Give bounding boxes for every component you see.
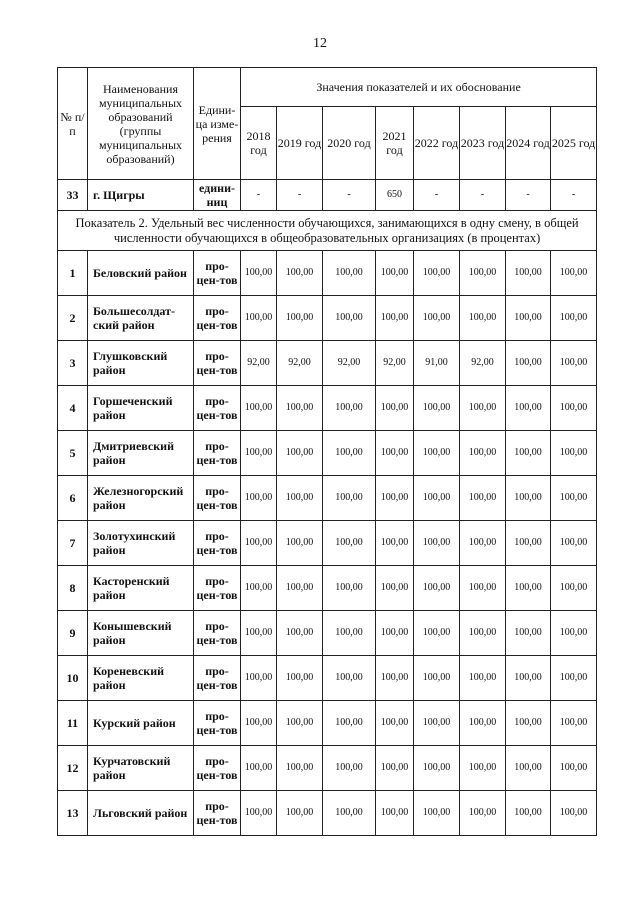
value-cell: 100,00 xyxy=(460,521,506,566)
value-cell: 100,00 xyxy=(277,476,323,521)
value-cell: - xyxy=(460,180,506,211)
value-cell: 100,00 xyxy=(277,251,323,296)
value-cell: 100,00 xyxy=(506,251,551,296)
value-cell: 100,00 xyxy=(506,341,551,386)
value-cell: 100,00 xyxy=(277,386,323,431)
value-cell: 100,00 xyxy=(414,791,460,836)
value-cell: 100,00 xyxy=(414,251,460,296)
row-name: Золотухинский район xyxy=(88,521,194,566)
value-cell: 100,00 xyxy=(460,251,506,296)
value-cell: 100,00 xyxy=(277,701,323,746)
value-cell: 92,00 xyxy=(460,341,506,386)
value-cell: 100,00 xyxy=(414,521,460,566)
value-cell: 100,00 xyxy=(323,656,376,701)
value-cell: 100,00 xyxy=(323,746,376,791)
value-cell: 100,00 xyxy=(551,746,597,791)
value-cell: 100,00 xyxy=(506,791,551,836)
value-cell: 100,00 xyxy=(323,611,376,656)
table-row xyxy=(58,251,597,296)
value-cell: 100,00 xyxy=(460,701,506,746)
row-num: 12 xyxy=(58,746,88,791)
value-cell: - xyxy=(506,180,551,211)
row-unit: про-цен-тов xyxy=(194,521,241,566)
indicators-table xyxy=(57,67,597,836)
value-cell: 100,00 xyxy=(376,611,414,656)
table-row xyxy=(58,656,597,701)
value-cell: 100,00 xyxy=(241,566,277,611)
value-cell: 100,00 xyxy=(323,296,376,341)
row-name: Кореневский район xyxy=(88,656,194,701)
value-cell: 100,00 xyxy=(414,701,460,746)
value-cell: 100,00 xyxy=(414,611,460,656)
row-name: Горшеченский район xyxy=(88,386,194,431)
value-cell: 100,00 xyxy=(414,746,460,791)
row-num: 4 xyxy=(58,386,88,431)
value-cell: 100,00 xyxy=(506,431,551,476)
value-cell: 100,00 xyxy=(506,476,551,521)
value-cell: 100,00 xyxy=(506,746,551,791)
value-cell: 92,00 xyxy=(277,341,323,386)
page-number: 12 xyxy=(313,36,327,51)
table-row xyxy=(58,746,597,791)
row-name: Беловский район xyxy=(88,251,194,296)
value-cell: 100,00 xyxy=(323,521,376,566)
value-cell: 100,00 xyxy=(460,611,506,656)
value-cell: 100,00 xyxy=(460,296,506,341)
row-num: 33 xyxy=(58,180,88,211)
row-unit: про-цен-тов xyxy=(194,476,241,521)
table-row xyxy=(58,476,597,521)
row-name: Дмитриевский район xyxy=(88,431,194,476)
row-name: Конышевский район xyxy=(88,611,194,656)
value-cell: 100,00 xyxy=(323,791,376,836)
value-cell: 100,00 xyxy=(414,476,460,521)
value-cell: 100,00 xyxy=(241,431,277,476)
header-year: 2021 год xyxy=(376,107,414,180)
value-cell: 100,00 xyxy=(460,656,506,701)
value-cell: 100,00 xyxy=(323,701,376,746)
value-cell: 100,00 xyxy=(414,656,460,701)
value-cell: 100,00 xyxy=(551,341,597,386)
header-year: 2018 год xyxy=(241,107,277,180)
value-cell: 100,00 xyxy=(414,431,460,476)
table-row xyxy=(58,611,597,656)
row-num: 1 xyxy=(58,251,88,296)
value-cell: 100,00 xyxy=(460,476,506,521)
row-name: Глушковский район xyxy=(88,341,194,386)
row-name: Курский район xyxy=(88,701,194,746)
value-cell: 100,00 xyxy=(551,296,597,341)
header-year: 2022 год xyxy=(414,107,460,180)
value-cell: 100,00 xyxy=(506,566,551,611)
value-cell: 92,00 xyxy=(323,341,376,386)
value-cell: 100,00 xyxy=(506,296,551,341)
value-cell: 100,00 xyxy=(241,746,277,791)
row-unit: про-цен-тов xyxy=(194,791,241,836)
header-year: 2024 год xyxy=(506,107,551,180)
value-cell: 100,00 xyxy=(506,521,551,566)
row-unit: про-цен-тов xyxy=(194,566,241,611)
value-cell: 100,00 xyxy=(241,611,277,656)
value-cell: 100,00 xyxy=(323,251,376,296)
table-row xyxy=(58,431,597,476)
row-unit: про-цен-тов xyxy=(194,251,241,296)
row-num: 3 xyxy=(58,341,88,386)
value-cell: 100,00 xyxy=(376,791,414,836)
value-cell: 100,00 xyxy=(277,611,323,656)
header-unit: Едини-ца изме-рения xyxy=(194,68,241,180)
value-cell: - xyxy=(551,180,597,211)
value-cell: 650 xyxy=(376,180,414,211)
value-cell: 100,00 xyxy=(376,746,414,791)
row-name: Льговский район xyxy=(88,791,194,836)
value-cell: 100,00 xyxy=(277,521,323,566)
value-cell: - xyxy=(277,180,323,211)
value-cell: 100,00 xyxy=(551,791,597,836)
row-name: Большесолдат-ский район xyxy=(88,296,194,341)
row-num: 11 xyxy=(58,701,88,746)
value-cell: 100,00 xyxy=(376,701,414,746)
row-name: Курчатовский район xyxy=(88,746,194,791)
value-cell: 100,00 xyxy=(460,746,506,791)
row-num: 10 xyxy=(58,656,88,701)
value-cell: 100,00 xyxy=(277,656,323,701)
value-cell: 100,00 xyxy=(376,476,414,521)
row-num: 2 xyxy=(58,296,88,341)
value-cell: 100,00 xyxy=(460,431,506,476)
row-num: 5 xyxy=(58,431,88,476)
row-unit: про-цен-тов xyxy=(194,656,241,701)
value-cell: 100,00 xyxy=(551,431,597,476)
value-cell: 100,00 xyxy=(277,791,323,836)
value-cell: 100,00 xyxy=(376,431,414,476)
table-row xyxy=(58,566,597,611)
value-cell: 100,00 xyxy=(551,656,597,701)
value-cell: 100,00 xyxy=(551,386,597,431)
value-cell: 100,00 xyxy=(460,386,506,431)
table-row xyxy=(58,701,597,746)
table-row xyxy=(58,341,597,386)
value-cell: 100,00 xyxy=(376,566,414,611)
value-cell: 100,00 xyxy=(414,386,460,431)
row-unit: про-цен-тов xyxy=(194,746,241,791)
indicator-title: Показатель 2. Удельный вес численности обучающихся, занимающихся в одну смену, в общей численности обучающихся в общеобразовательных организациях (в процентах) xyxy=(58,211,597,251)
value-cell: 100,00 xyxy=(506,611,551,656)
value-cell: 100,00 xyxy=(241,521,277,566)
value-cell: 92,00 xyxy=(376,341,414,386)
value-cell: 100,00 xyxy=(277,431,323,476)
value-cell: - xyxy=(241,180,277,211)
table-row xyxy=(58,296,597,341)
row-name: Касторенский район xyxy=(88,566,194,611)
value-cell: 100,00 xyxy=(414,296,460,341)
value-cell: 100,00 xyxy=(323,476,376,521)
value-cell: 100,00 xyxy=(551,476,597,521)
header-year: 2020 год xyxy=(323,107,376,180)
header-year: 2025 год xyxy=(551,107,597,180)
value-cell: 100,00 xyxy=(376,251,414,296)
value-cell: 100,00 xyxy=(241,656,277,701)
value-cell: 100,00 xyxy=(414,566,460,611)
value-cell: 100,00 xyxy=(376,296,414,341)
value-cell: - xyxy=(414,180,460,211)
value-cell: 100,00 xyxy=(460,566,506,611)
value-cell: 100,00 xyxy=(277,296,323,341)
value-cell: 100,00 xyxy=(323,386,376,431)
row-unit: про-цен-тов xyxy=(194,701,241,746)
value-cell: 100,00 xyxy=(376,386,414,431)
row-unit: про-цен-тов xyxy=(194,296,241,341)
row-unit: едини-ниц xyxy=(194,180,241,211)
row-unit: про-цен-тов xyxy=(194,431,241,476)
header-num: № п/п xyxy=(58,68,88,180)
value-cell: - xyxy=(323,180,376,211)
table-row xyxy=(58,386,597,431)
row-num: 6 xyxy=(58,476,88,521)
row-num: 8 xyxy=(58,566,88,611)
value-cell: 92,00 xyxy=(241,341,277,386)
row-name: Железногорский район xyxy=(88,476,194,521)
row-name: г. Щигры xyxy=(88,180,194,211)
value-cell: 100,00 xyxy=(277,566,323,611)
row-unit: про-цен-тов xyxy=(194,611,241,656)
row-num: 13 xyxy=(58,791,88,836)
header-name: Наименования муниципальных образований (группы муниципальных образований) xyxy=(88,68,194,180)
value-cell: 100,00 xyxy=(506,656,551,701)
header-values-title: Значения показателей и их обоснование xyxy=(241,68,597,107)
value-cell: 100,00 xyxy=(506,386,551,431)
value-cell: 100,00 xyxy=(241,386,277,431)
row-unit: про-цен-тов xyxy=(194,341,241,386)
row-unit: про-цен-тов xyxy=(194,386,241,431)
table-row xyxy=(58,791,597,836)
value-cell: 100,00 xyxy=(376,521,414,566)
value-cell: 100,00 xyxy=(277,746,323,791)
value-cell: 100,00 xyxy=(323,431,376,476)
row-num: 9 xyxy=(58,611,88,656)
value-cell: 100,00 xyxy=(551,611,597,656)
value-cell: 100,00 xyxy=(506,701,551,746)
header-year: 2019 год xyxy=(277,107,323,180)
value-cell: 100,00 xyxy=(241,476,277,521)
table-row xyxy=(58,521,597,566)
value-cell: 91,00 xyxy=(414,341,460,386)
value-cell: 100,00 xyxy=(551,566,597,611)
value-cell: 100,00 xyxy=(241,251,277,296)
value-cell: 100,00 xyxy=(551,521,597,566)
value-cell: 100,00 xyxy=(241,296,277,341)
value-cell: 100,00 xyxy=(241,791,277,836)
header-year: 2023 год xyxy=(460,107,506,180)
value-cell: 100,00 xyxy=(551,701,597,746)
value-cell: 100,00 xyxy=(241,701,277,746)
value-cell: 100,00 xyxy=(460,791,506,836)
row-num: 7 xyxy=(58,521,88,566)
value-cell: 100,00 xyxy=(376,656,414,701)
value-cell: 100,00 xyxy=(551,251,597,296)
value-cell: 100,00 xyxy=(323,566,376,611)
